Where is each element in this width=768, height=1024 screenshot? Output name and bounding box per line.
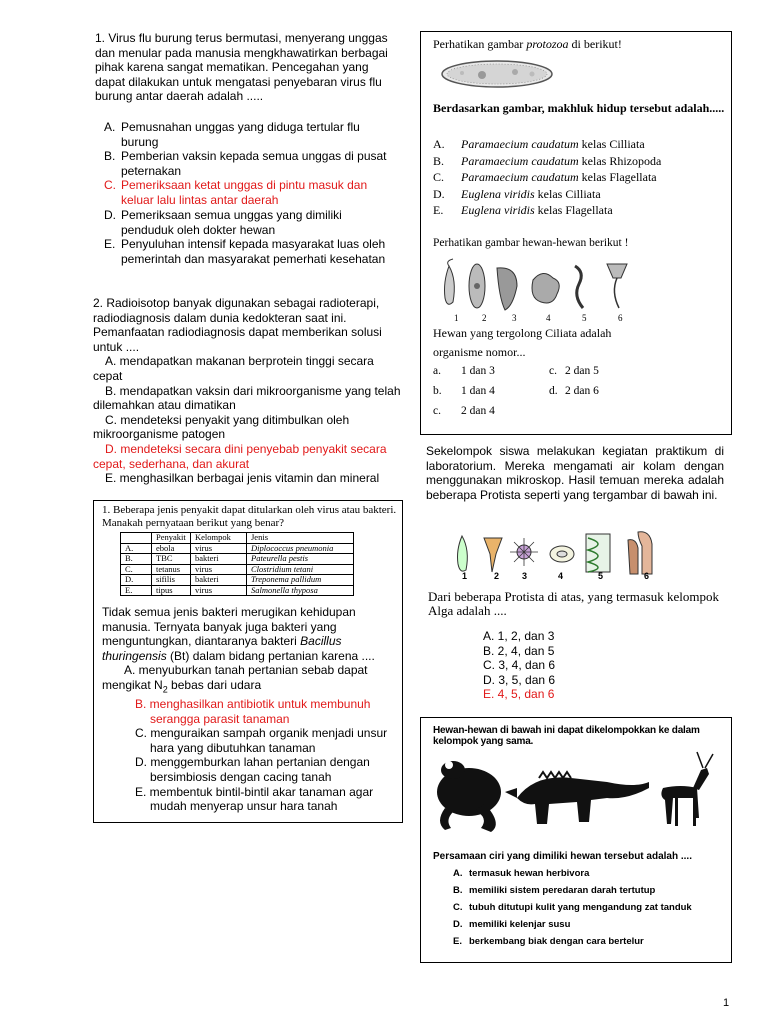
bacillus-option-e: E. membentuk bintil-bintil akar tanaman agar mudah menyerap unsur hara tanah <box>135 784 374 814</box>
practicum-text: Sekelompok siswa melakukan kegiatan praktikum di laboratorium. Mereka mengamati air kolam dengan menggunakan mikroskop. Hasil temuan mereka adalah beberapa Protista seperti yang tergambar di bawah ini. <box>426 444 724 502</box>
question-1-option-d: D. Pemeriksaan semua unggas yang dimiliki penduduk oleh dokter hewan <box>104 208 342 237</box>
ciliata-question: Hewan yang tergolong Ciliata adalah organisme nomor... <box>433 326 612 359</box>
animals-prompt: Perhatikan gambar hewan-hewan berikut ! <box>433 237 629 249</box>
vertebrate-option-e: E. berkembang biak dengan cara bertelur <box>453 936 644 947</box>
question-1-stem: 1. Virus flu burung terus bermutasi, menyerang unggas dan menular pada manusia mengkhawatirkan berbagai pihak karena sangat mematikan. Pencegahan yang dapat dilakukan untuk mengatasi penyebaran virus flu burung antar daerah adalah ..... <box>95 31 388 104</box>
table-row: A. ebola virus Diplococcus pneumonia <box>121 543 354 554</box>
protozoa-option-e: E. Euglena viridis kelas Flagellata <box>433 203 613 217</box>
ciliata-organisms-image <box>435 258 635 320</box>
bacillus-option-c: C. menguraikan sampah organik menjadi unsur hara yang dibutuhkan tanaman <box>135 726 388 755</box>
table-row: E. tipus virus Salmonella thyposa <box>121 585 354 596</box>
question-1-option-b: B. Pemberian vaksin kepada semua unggas di pusat peternakan <box>104 149 387 178</box>
paramecium-image <box>437 56 557 92</box>
bacillus-option-a: A. menyuburkan tanah pertanian sebab dapat mengikat $N_2$ bebas dari udara <box>102 663 368 695</box>
alga-options <box>483 629 555 702</box>
table-row: D. sifilis bakteri Treponema pallidum <box>121 575 354 586</box>
protozoa-option-b: B. Paramaecium caudatum kelas Rhizopoda <box>433 153 662 168</box>
deer-icon <box>661 752 713 826</box>
protozoa-options <box>433 136 661 219</box>
alga-option-c: C. 3, 4, dan 6 <box>483 658 556 673</box>
protozoa-option-c: C. Paramaecium caudatum kelas Flagellata <box>433 170 657 184</box>
vertebrate-option-d: D. memiliki kelenjar susu <box>453 919 571 930</box>
question-2-option-d-answer: D. mendeteksi secara dini penyebab penyakit secara cepat, sederhana, dan akurat <box>93 441 387 471</box>
question-2-option-e: E. menghasilkan berbagai jenis vitamin dan mineral <box>105 471 380 486</box>
question-1-option-e: E. Penyuluhan intensif kepada masyarakat luas oleh pemerintah dan masyarakat pemerhati kesehatan <box>104 237 386 266</box>
vertebrate-option-b: B. memiliki sistem peredaran darah tertutup <box>453 885 656 896</box>
bacillus-option-d: D. menggemburkan lahan pertanian dengan bersimbiosis dengan cacing tanah <box>135 755 370 784</box>
question-2-option-a: A. mendapatkan makanan berprotein tinggi secara cepat <box>93 354 374 383</box>
table-header-row: Penyakit Kelompok Jenis <box>121 533 354 544</box>
question-2-stem: 2. Radioisotop banyak digunakan sebagai radioterapi, radiodiagnosis dalam dunia kedokteran saat ini. Pemanfaatan radiodiagnosis dapat memberikan solusi untuk .... <box>93 296 382 354</box>
animals-image <box>431 748 721 848</box>
question-2-option-c: C. mendeteksi penyakit yang ditimbulkan oleh mikroorganisme patogen <box>93 412 350 442</box>
protozoa-option-a: A. Paramaecium caudatum kelas Cilliata <box>433 137 645 151</box>
bacillus-question-stem: Tidak semua jenis bakteri merugikan kehidupan manusia. Ternyata banyak juga bakteri yang menguntungkan, diantaranya bakteri Bacillus thuringensis (Bt) dalam bidang pertanian karena .... <box>102 605 375 663</box>
alga-question: Dari beberapa Protista di atas, yang termasuk kelompok Alga adalah .... <box>428 589 719 618</box>
bacillus-question <box>102 605 398 814</box>
vertebrate-question-stem: Persamaan ciri yang dimiliki hewan tersebut adalah .... <box>433 851 692 862</box>
ciliata-options: a. 1 dan 3 c. 2 dan 5 b. 1 dan 4 d. 2 dan 6 c. 2 dan 4 <box>433 365 599 417</box>
protozoa-option-d: D. Euglena viridis kelas Cilliata <box>433 186 601 201</box>
crocodile-icon <box>505 772 649 824</box>
vertebrate-option-c: C. tubuh ditutupi kulit yang mengandung zat tanduk <box>453 902 692 913</box>
table-row: B. TBC bakteri Pateurella pestis <box>121 554 354 565</box>
disease-table <box>120 532 354 596</box>
protozoa-question: Berdasarkan gambar, makhluk hidup tersebut adalah..... <box>433 101 725 115</box>
alga-option-e-answer: E. 4, 5, dan 6 <box>483 687 555 702</box>
alga-option-b: B. 2, 4, dan 5 <box>483 643 555 658</box>
question-1-option-c-answer: C. Pemeriksaan ketat unggas di pintu masuk dan keluar lalu lintas antar daerah <box>104 178 368 207</box>
bacillus-option-b-answer: B. menghasilkan antibiotik untuk membunuh serangga parasit tanaman <box>135 696 371 726</box>
protozoa-question-box: Perhatikan gambar protozoa di berikut! Berdasarkan gambar, makhluk hidup tersebut adalah..... A. Paramaecium caudatum kelas Cilliata B. Paramaecium caudatum kelas Rhizopoda C. Paramaecium caudatum kelas Flagellata D. Euglena viridis kelas Cilliata E. Euglena viridis kelas Flagellata Perhatikan gambar hewan-hewan berikut ! 1 2 3 4 5 6 Hewan yang tergolong Ciliata adalah organisme nomor... a. 1 dan 3 c. 2 dan 5 b. 1 dan 4 d. 2 dan 6 c. 2 dan 4 <box>420 31 732 435</box>
disease-question-stem: 1. Beberapa jenis penyakit dapat ditularkan oleh virus atau bakteri. Manakah pernyataan berikut yang benar? <box>102 504 397 529</box>
question-1-option-a: A. Pemusnahan unggas yang diduga tertular flu burung <box>104 120 360 149</box>
alga-option-d: D. 3, 5, dan 6 <box>483 672 556 687</box>
vertebrate-prompt: Hewan-hewan di bawah ini dapat dikelompokkan ke dalam kelompok yang sama. <box>433 725 700 747</box>
alga-option-a: A. 1, 2, dan 3 <box>483 629 555 643</box>
question-2-option-b: B. mendapatkan vaksin dari mikroorganisme yang telah dilemahkan atau dimatikan <box>93 383 401 413</box>
question-2 <box>93 296 403 486</box>
vertebrate-question-box <box>420 717 732 963</box>
bacteria-question-box <box>93 500 403 823</box>
protozoa-prompt: Perhatikan gambar protozoa di berikut! <box>433 37 622 51</box>
vertebrate-option-a: A. termasuk hewan herbivora <box>453 868 590 879</box>
frog-icon <box>437 761 501 832</box>
table-row: C. tetanus virus Clostridium tetani <box>121 564 354 575</box>
page-number: 1 <box>723 997 730 1009</box>
